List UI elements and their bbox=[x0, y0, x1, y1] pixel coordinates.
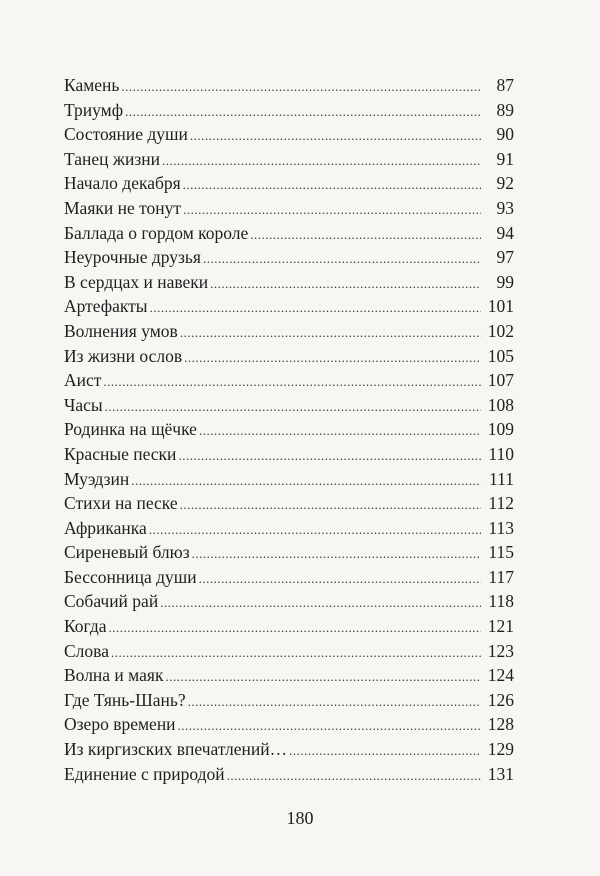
toc-entry bbox=[64, 270, 514, 295]
dot-leader bbox=[131, 469, 481, 494]
dot-leader bbox=[111, 641, 481, 666]
toc-entry-page: 109 bbox=[487, 419, 514, 440]
toc-entry-title: Волнения умов bbox=[64, 320, 178, 341]
toc-entry-page: 102 bbox=[487, 320, 514, 341]
toc-entry bbox=[64, 589, 514, 614]
toc-entry-title: Начало декабря bbox=[64, 173, 181, 194]
toc-entry-title: Баллада о гордом короле bbox=[64, 222, 249, 243]
toc-entry-title: Сиреневый блюз bbox=[64, 542, 190, 563]
toc-entry bbox=[64, 171, 514, 196]
toc-entry-page: 131 bbox=[487, 763, 514, 784]
toc-entry-title: Красные пески bbox=[64, 443, 177, 464]
dot-leader bbox=[180, 493, 481, 518]
toc-entry-title: Из жизни ослов bbox=[64, 345, 183, 366]
toc-entry bbox=[64, 393, 514, 418]
toc-entry-page: 113 bbox=[488, 517, 514, 538]
toc-entry-title: Камень bbox=[64, 75, 120, 95]
dot-leader bbox=[199, 419, 481, 444]
toc-entry bbox=[64, 344, 514, 369]
dot-leader bbox=[199, 567, 481, 592]
toc-entry bbox=[64, 98, 514, 123]
table-of-contents bbox=[64, 73, 514, 786]
toc-entry-page: 90 bbox=[496, 124, 514, 145]
toc-entry bbox=[64, 319, 514, 344]
toc-entry bbox=[64, 712, 514, 737]
toc-entry-title: Аист bbox=[64, 370, 102, 391]
toc-entry bbox=[64, 294, 514, 319]
toc-entry-title: Единение с природой bbox=[64, 763, 225, 784]
toc-entry bbox=[64, 245, 514, 270]
toc-entry-page: 108 bbox=[487, 394, 514, 415]
toc-entry-title: В сердцах и навеки bbox=[64, 271, 209, 292]
dot-leader bbox=[150, 296, 481, 321]
dot-leader bbox=[149, 518, 481, 543]
toc-entry bbox=[64, 122, 514, 147]
toc-entry-title: Родинка на щёчке bbox=[64, 419, 197, 440]
toc-entry-title: Состояние души bbox=[64, 124, 188, 145]
toc-entry-title: Слова bbox=[64, 640, 109, 661]
dot-leader bbox=[162, 149, 481, 174]
dot-leader bbox=[184, 346, 481, 371]
toc-entry-page: 118 bbox=[488, 591, 514, 612]
toc-entry-page: 93 bbox=[496, 197, 514, 218]
toc-entry-page: 124 bbox=[487, 665, 514, 686]
toc-entry-page: 89 bbox=[496, 99, 514, 120]
dot-leader bbox=[227, 764, 481, 789]
dot-leader bbox=[203, 247, 481, 272]
dot-leader bbox=[109, 616, 481, 641]
toc-entry-page: 111 bbox=[489, 468, 514, 489]
toc-entry-title: Собачий рай bbox=[64, 591, 159, 612]
toc-entry bbox=[64, 368, 514, 393]
toc-entry-title: Волна и маяк bbox=[64, 665, 164, 686]
dot-leader bbox=[178, 444, 481, 469]
toc-entry-title: Озеро времени bbox=[64, 714, 176, 735]
toc-entry bbox=[64, 737, 514, 762]
toc-entry bbox=[64, 762, 514, 787]
toc-entry bbox=[64, 540, 514, 565]
toc-entry bbox=[64, 663, 514, 688]
toc-entry-title: Неурочные друзья bbox=[64, 247, 201, 268]
dot-leader bbox=[188, 690, 481, 715]
toc-entry-title: Когда bbox=[64, 616, 107, 637]
toc-entry-page: 115 bbox=[488, 542, 514, 563]
dot-leader bbox=[103, 370, 481, 395]
toc-entry-page: 117 bbox=[488, 566, 514, 587]
toc-entry-title: Танец жизни bbox=[64, 148, 160, 169]
toc-entry-page: 112 bbox=[488, 493, 514, 514]
dot-leader bbox=[105, 395, 481, 420]
toc-entry bbox=[64, 417, 514, 442]
toc-entry-title: Маяки не тонут bbox=[64, 197, 182, 218]
toc-entry-page: 128 bbox=[487, 714, 514, 735]
toc-entry-title: Стихи на песке bbox=[64, 493, 178, 514]
dot-leader bbox=[125, 100, 481, 125]
toc-entry-page: 126 bbox=[487, 689, 514, 710]
toc-entry-title: Где Тянь-Шань? bbox=[64, 689, 186, 710]
dot-leader bbox=[289, 739, 481, 764]
toc-entry bbox=[64, 196, 514, 221]
toc-entry bbox=[64, 221, 514, 246]
toc-entry-page: 105 bbox=[487, 345, 514, 366]
toc-entry bbox=[64, 147, 514, 172]
toc-entry-page: 101 bbox=[487, 296, 514, 317]
dot-leader bbox=[183, 198, 481, 223]
dot-leader bbox=[183, 173, 481, 198]
toc-entry-page: 121 bbox=[487, 616, 514, 637]
toc-entry-page: 107 bbox=[487, 370, 514, 391]
toc-entry-title: Муэдзин bbox=[64, 468, 130, 489]
toc-entry bbox=[64, 442, 514, 467]
toc-entry bbox=[64, 467, 514, 492]
toc-entry-page: 97 bbox=[496, 247, 514, 268]
toc-entry bbox=[64, 639, 514, 664]
toc-entry bbox=[64, 73, 514, 98]
toc-entry-title: Африканка bbox=[64, 517, 147, 538]
toc-entry bbox=[64, 491, 514, 516]
toc-entry-title: Артефакты bbox=[64, 296, 148, 317]
dot-leader bbox=[160, 591, 481, 616]
toc-entry-page: 99 bbox=[496, 271, 514, 292]
toc-entry-title: Бессонница души bbox=[64, 566, 197, 587]
dot-leader bbox=[250, 223, 481, 248]
toc-entry-title: Триумф bbox=[64, 99, 124, 120]
dot-leader bbox=[190, 124, 481, 149]
toc-entry-title: Из киргизских впечатлений… bbox=[64, 739, 288, 760]
toc-entry bbox=[64, 614, 514, 639]
dot-leader bbox=[180, 321, 481, 346]
toc-entry-page: 110 bbox=[488, 443, 514, 464]
dot-leader bbox=[178, 714, 481, 739]
toc-entry-title: Часы bbox=[64, 394, 103, 415]
toc-entry-page: 94 bbox=[496, 222, 514, 243]
toc-entry bbox=[64, 688, 514, 713]
toc-entry bbox=[64, 516, 514, 541]
toc-entry-page: 123 bbox=[487, 640, 514, 661]
toc-entry-page: 87 bbox=[496, 75, 514, 95]
toc-entry-page: 92 bbox=[496, 173, 514, 194]
dot-leader bbox=[165, 665, 481, 690]
page-number: 180 bbox=[286, 808, 314, 828]
toc-entry bbox=[64, 565, 514, 590]
dot-leader bbox=[121, 75, 481, 100]
dot-leader bbox=[210, 272, 481, 297]
toc-entry-page: 129 bbox=[487, 739, 514, 760]
dot-leader bbox=[192, 542, 481, 567]
toc-entry-page: 91 bbox=[496, 148, 514, 169]
